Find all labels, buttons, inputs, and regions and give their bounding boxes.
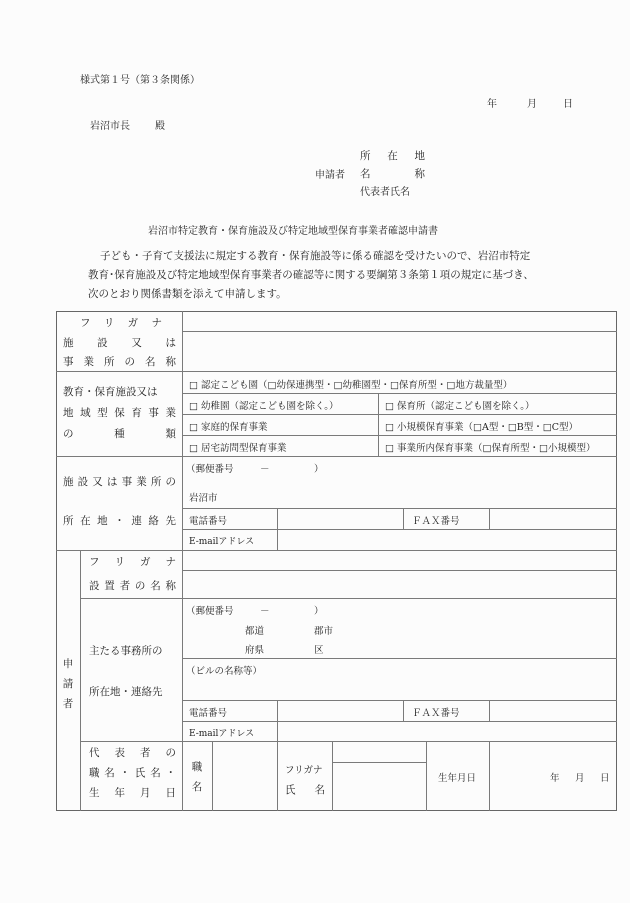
job-title-label: [191, 757, 203, 797]
label-char: リ: [114, 556, 125, 568]
label-char: 請: [62, 678, 74, 690]
label-char: 名: [104, 767, 115, 779]
col-divider: [80, 550, 81, 811]
office-postal-prefix: （郵便番号: [186, 606, 234, 617]
founder-name-field[interactable]: [183, 571, 616, 598]
date-month: 月: [527, 99, 537, 110]
label-char: フ: [89, 556, 100, 568]
type-label-3: [63, 426, 176, 441]
label-char: 域: [80, 407, 91, 419]
office-email-field[interactable]: [278, 722, 616, 740]
type-label-1: 教育・保育施設又は: [63, 386, 158, 398]
label-char: 申: [62, 658, 74, 670]
label-char: 又: [92, 476, 103, 488]
row-divider: [182, 435, 617, 436]
city-label-1: 郡市: [314, 626, 334, 637]
label-char: の: [134, 580, 146, 592]
body-line-1: 子ども・子育て支援法に規定する教育・保育施設等に係る確認を受けたいので、岩沼市特定: [100, 250, 531, 262]
facility-postal-prefix: （郵便番号: [186, 464, 234, 475]
col-divider: [403, 508, 404, 529]
label-char: 名: [314, 784, 325, 796]
type-label-2: [63, 405, 176, 420]
birth-year-label: 年: [550, 773, 560, 784]
label-char: 施: [63, 476, 74, 488]
office-email-label: E-mailアドレス: [189, 729, 255, 739]
label-char: ナ: [151, 317, 162, 329]
facility-email-field[interactable]: [278, 530, 616, 549]
furigana-small-label: フリガナ: [285, 765, 323, 776]
label-char: の: [63, 428, 74, 440]
facility-city: 岩沼市: [189, 493, 218, 504]
facility-address-label-1: [63, 474, 176, 489]
label-char: の: [165, 476, 176, 488]
col-divider: [403, 700, 404, 721]
label-char: 者: [140, 747, 151, 759]
birthdate-label: 生年月日: [438, 773, 477, 784]
building-name-label: （ビルの名称等）: [186, 666, 263, 677]
date-day: 日: [563, 99, 573, 110]
label-char: 地: [97, 515, 108, 527]
facility-name-field[interactable]: [183, 332, 616, 371]
label-char: 育: [131, 407, 142, 419]
facility-postal-suffix: ）: [314, 464, 324, 475]
label-char: 者: [119, 580, 131, 592]
office-address-field[interactable]: [340, 620, 610, 656]
label-char: 所: [104, 356, 115, 368]
row-divider: [56, 456, 617, 457]
label-char: 設: [77, 476, 89, 488]
facility-name-label-1: [63, 335, 176, 350]
building-name-field[interactable]: [183, 678, 616, 699]
label-char: ガ: [140, 556, 151, 568]
applicant-vertical-label: [62, 654, 74, 714]
founder-name-label: [89, 578, 176, 593]
facility-fax-label: ＦＡＸ番号: [412, 516, 460, 527]
prefecture-label-2: 府県: [245, 645, 265, 656]
label-char: 種: [114, 428, 125, 440]
label-char: 称: [165, 580, 176, 592]
label-char: フ: [80, 317, 91, 329]
label-char: 名: [360, 168, 371, 180]
option-youchien[interactable]: □ 幼稚園（認定こども園を除く。）: [189, 401, 339, 412]
label-char: 設: [97, 337, 108, 349]
label-char: 事: [63, 356, 74, 368]
birth-month-label: 月: [575, 773, 585, 784]
label-char: 職: [191, 761, 203, 773]
label-char: 名: [150, 767, 161, 779]
row-divider: [182, 658, 617, 659]
col-divider: [277, 741, 278, 811]
facility-postal-dash: －: [260, 464, 270, 475]
rep-name-field[interactable]: [333, 763, 425, 810]
row-divider: [56, 371, 617, 372]
representative-label: 代表者氏名: [360, 187, 410, 198]
facility-name-label-2: [63, 354, 176, 369]
label-char: 地: [414, 150, 425, 162]
facility-fax-field[interactable]: [490, 509, 616, 528]
facility-address-field[interactable]: [230, 486, 610, 506]
body-line-2: 教育･保育施設及び特定地域型保育事業者の確認等に関する要綱第３条第１項の規定に基づき、: [88, 269, 534, 281]
row-divider: [182, 414, 617, 415]
office-fax-label: ＦＡＸ番号: [412, 708, 460, 719]
col-divider: [378, 393, 379, 456]
founder-furigana-label: [89, 554, 176, 569]
label-char: は: [106, 476, 118, 488]
facility-furigana-field[interactable]: [183, 312, 616, 331]
birthdate-field[interactable]: [490, 742, 545, 810]
facility-phone-label: 電話番号: [189, 516, 228, 527]
label-char: 名: [191, 781, 203, 793]
date-year: 年: [487, 99, 497, 110]
document-title: 岩沼市特定教育・保育施設及び特定地域型保育事業者確認申請書: [148, 226, 438, 237]
label-char: 地: [63, 407, 74, 419]
office-postal-suffix: ）: [314, 606, 324, 617]
office-phone-field[interactable]: [278, 701, 402, 720]
addressee: 岩沼市長: [90, 121, 130, 132]
label-char: 連: [131, 515, 142, 527]
label-char: ナ: [165, 556, 176, 568]
label-char: 称: [165, 356, 176, 368]
city-label-2: 区: [314, 645, 324, 656]
name-label: [360, 166, 425, 181]
label-char: ・: [114, 515, 125, 527]
label-char: 業: [83, 356, 94, 368]
office-postal-dash: －: [260, 606, 270, 617]
label-char: 設: [89, 580, 100, 592]
label-char: ・: [165, 767, 176, 779]
label-char: 施: [63, 337, 74, 349]
label-char: 月: [140, 787, 151, 799]
label-char: 名: [145, 356, 156, 368]
col-divider: [426, 741, 427, 811]
option-nintei-kodomoen[interactable]: □ 認定こども園（□幼保連携型・□幼稚園型・□保育所型・□地方裁量型）: [189, 380, 513, 391]
label-char: 氏: [285, 784, 296, 796]
label-char: 表: [114, 747, 125, 759]
job-title-field[interactable]: [213, 742, 276, 810]
birth-day-label: 日: [600, 773, 610, 784]
person-name-label: [285, 782, 325, 797]
office-phone-label: 電話番号: [189, 708, 228, 719]
label-char: リ: [103, 317, 115, 329]
label-char: 氏: [134, 767, 146, 779]
label-char: の: [124, 356, 135, 368]
label-char: 生: [89, 787, 100, 799]
office-label-1: 主たる事務所の: [89, 645, 163, 657]
label-char: 保: [114, 407, 125, 419]
label-char: 職: [89, 767, 100, 779]
facility-address-label-2: [63, 513, 176, 528]
facility-email-label: E-mailアドレス: [189, 537, 255, 547]
label-char: 所: [63, 515, 74, 527]
label-char: 置: [104, 580, 115, 592]
label-char: 型: [97, 407, 108, 419]
honorific: 殿: [155, 121, 165, 132]
label-char: 称: [414, 168, 425, 180]
label-char: 先: [165, 515, 176, 527]
label-char: ガ: [127, 317, 139, 329]
label-char: 年: [114, 787, 125, 799]
form-number: 様式第１号（第３条関係）: [80, 75, 200, 86]
option-jigyosho-nai[interactable]: □ 事業所内保育事業（□保育所型・□小規模型）: [385, 443, 596, 454]
facility-furigana-label: [80, 315, 162, 330]
label-char: 所: [360, 150, 371, 162]
rep-label-3: [89, 785, 176, 800]
option-shoukibo-hoiku[interactable]: □ 小規模保育事業（□A型・□B型・□C型）: [385, 422, 579, 433]
label-char: 業: [165, 407, 176, 419]
option-hoikusho[interactable]: □ 保育所（認定こども園を除く。）: [385, 401, 535, 412]
office-fax-field[interactable]: [490, 701, 616, 720]
label-char: 事: [148, 407, 159, 419]
founder-furigana-field[interactable]: [183, 551, 616, 570]
label-char: 代: [89, 747, 100, 759]
label-char: 事: [121, 476, 133, 488]
label-char: 在: [387, 150, 398, 162]
applicant-label: 申請者: [315, 170, 345, 181]
label-char: 業: [136, 476, 147, 488]
row-divider: [80, 598, 617, 599]
rep-furigana-field[interactable]: [333, 742, 425, 761]
option-kyotaku-houmon[interactable]: □ 居宅訪問型保育事業: [189, 443, 287, 454]
label-char: 在: [80, 515, 91, 527]
rep-label-2: [89, 765, 176, 780]
option-katei-hoiku[interactable]: □ 家庭的保育事業: [189, 422, 268, 433]
label-char: 又: [131, 337, 142, 349]
rep-label-1: [89, 745, 176, 760]
body-line-3: 次のとおり関係書類を添えて申請します。: [88, 288, 287, 300]
label-char: は: [165, 337, 176, 349]
prefecture-label-1: 都道: [245, 626, 265, 637]
label-char: 所: [150, 476, 162, 488]
location-label: [360, 148, 425, 163]
office-label-2: 所在地・連絡先: [89, 686, 163, 698]
label-char: 名: [150, 580, 161, 592]
label-char: 類: [165, 428, 176, 440]
label-char: の: [165, 747, 176, 759]
label-char: ・: [119, 767, 131, 779]
label-char: 絡: [148, 515, 159, 527]
facility-phone-field[interactable]: [278, 509, 402, 528]
row-divider: [182, 393, 617, 394]
label-char: 日: [165, 787, 176, 799]
label-char: 者: [62, 698, 74, 710]
